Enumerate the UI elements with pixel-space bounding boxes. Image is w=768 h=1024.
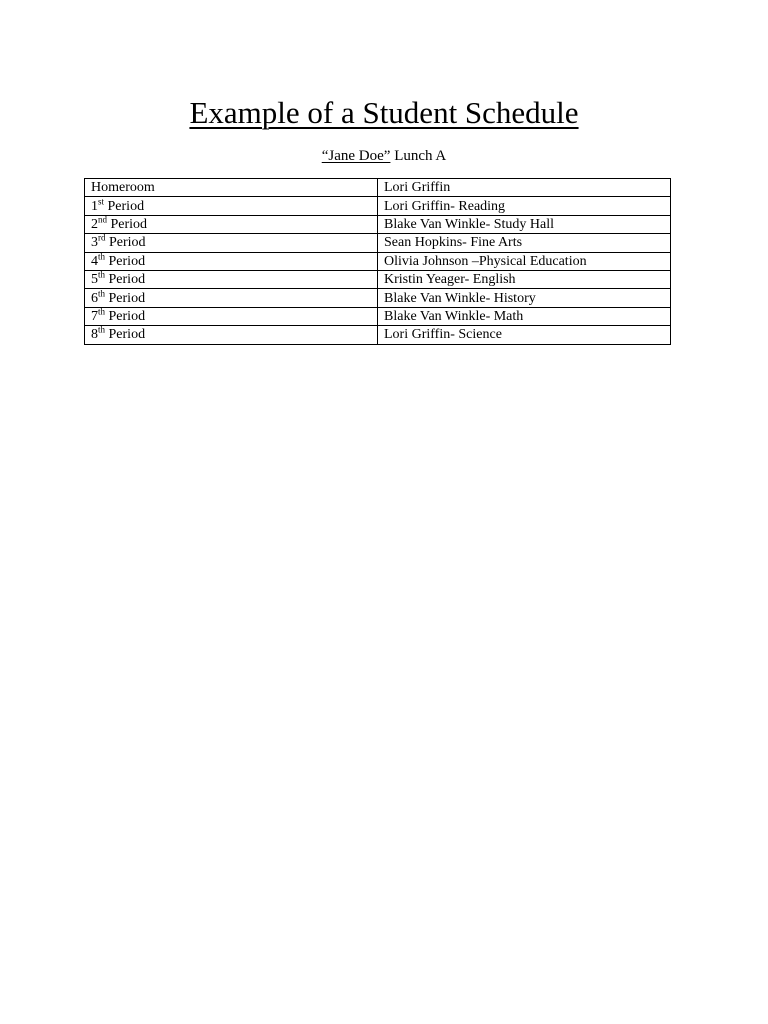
schedule-row [85, 215, 671, 233]
schedule-row [85, 252, 671, 270]
teacher-subject-cell: Lori Griffin- Reading [378, 197, 671, 215]
period-number [91, 288, 106, 306]
period-cell [85, 215, 378, 233]
period-number [91, 309, 105, 324]
teacher-subject-cell: Sean Hopkins- Fine Arts [378, 234, 671, 252]
period-cell [85, 289, 378, 307]
schedule-row [85, 179, 671, 197]
page-title: Example of a Student Schedule [189, 95, 579, 130]
period-label: Period [108, 290, 146, 306]
period-cell [85, 234, 378, 252]
schedule-row [85, 307, 671, 325]
period-cell [85, 307, 378, 325]
period-ordinal-number: 2 [91, 216, 98, 232]
period-ordinal-number: 6 [91, 290, 98, 306]
schedule-table-body [85, 179, 671, 345]
period-number [91, 235, 106, 250]
period-label: Period [108, 327, 146, 343]
period-ordinal-number: 8 [91, 327, 98, 343]
schedule-row [85, 289, 671, 307]
period-ordinal-number: 5 [91, 272, 98, 288]
period-cell [85, 270, 378, 288]
period-label: Period [109, 235, 146, 251]
period-label: Period [110, 216, 148, 232]
schedule-table [84, 178, 671, 345]
teacher-subject-cell: Blake Van Winkle- Math [378, 307, 671, 325]
teacher-subject-cell: Blake Van Winkle- Study Hall [378, 215, 671, 233]
period-label: Period [108, 253, 146, 269]
schedule-row [85, 270, 671, 288]
period-label: Period [108, 308, 146, 324]
teacher-subject-cell: Lori Griffin- Science [378, 326, 671, 344]
period-cell [85, 197, 378, 215]
period-ordinal-suffix: th [98, 270, 106, 280]
period-ordinal-suffix: th [98, 288, 106, 298]
schedule-row [85, 234, 671, 252]
period-ordinal-suffix: th [98, 252, 106, 262]
period-ordinal-suffix: rd [98, 233, 106, 243]
period-ordinal-suffix: st [98, 196, 105, 206]
teacher-subject-cell: Lori Griffin [378, 179, 671, 197]
period-ordinal-number: 4 [91, 253, 98, 269]
period-label: Period [108, 272, 146, 288]
teacher-subject-cell: Blake Van Winkle- History [378, 289, 671, 307]
teacher-subject-cell: Olivia Johnson –Physical Education [378, 252, 671, 270]
period-ordinal-number: 3 [91, 235, 98, 251]
period-cell [85, 326, 378, 344]
period-number [91, 217, 107, 232]
period-ordinal-number: 7 [91, 308, 98, 324]
period-label: Period [107, 198, 145, 214]
period-ordinal-number: 1 [91, 198, 98, 214]
lunch-assignment: Lunch A [394, 148, 447, 164]
period-number [91, 327, 105, 342]
period-number [91, 254, 105, 269]
period-ordinal-suffix: th [98, 307, 106, 317]
period-number [91, 272, 105, 287]
period-number [91, 196, 105, 214]
student-name: “Jane Doe” [321, 148, 391, 164]
schedule-subtitle [0, 146, 768, 166]
period-label: Homeroom [91, 180, 155, 196]
period-ordinal-suffix: th [98, 325, 106, 335]
schedule-row [85, 197, 671, 215]
teacher-subject-cell: Kristin Yeager- English [378, 270, 671, 288]
period-cell [85, 252, 378, 270]
period-ordinal-suffix: nd [98, 215, 107, 225]
schedule-row [85, 326, 671, 344]
period-cell [85, 179, 378, 197]
